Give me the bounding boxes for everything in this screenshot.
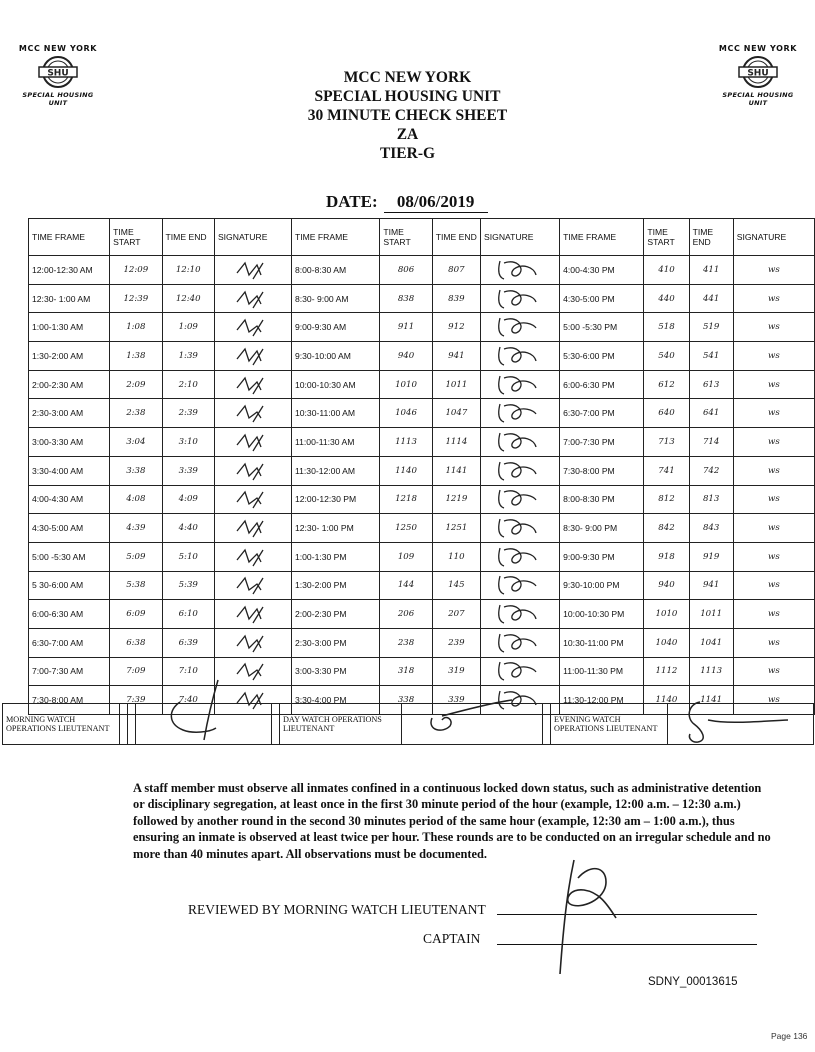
time-end-cell: 5:10 xyxy=(162,542,214,571)
initials-scrawl-icon xyxy=(490,630,550,654)
time-frame-cell: 10:30-11:00 PM xyxy=(560,628,644,657)
time-end-cell: 843 xyxy=(689,514,733,543)
signature-cell: ws xyxy=(733,284,814,313)
time-start-cell: 1:08 xyxy=(110,313,162,342)
document-id: SDNY_00013615 xyxy=(648,976,738,988)
signature-cell xyxy=(214,657,291,686)
column-header: SIGNATURE xyxy=(733,219,814,256)
signature-cell xyxy=(481,628,560,657)
time-frame-cell: 12:00-12:30 PM xyxy=(291,485,379,514)
signature-cell xyxy=(481,657,560,686)
table-row xyxy=(29,313,815,342)
time-frame-cell: 8:00-8:30 AM xyxy=(291,256,379,285)
initials-scrawl-icon xyxy=(223,429,283,453)
time-end-cell: 2:10 xyxy=(162,370,214,399)
page-number: Page 136 xyxy=(771,1031,808,1041)
signature-cell: ws xyxy=(733,657,814,686)
table-row xyxy=(29,600,815,629)
time-end-cell: 3:10 xyxy=(162,428,214,457)
time-start-cell: 812 xyxy=(644,485,689,514)
time-end-cell: 807 xyxy=(432,256,480,285)
time-frame-cell: 4:30-5:00 PM xyxy=(560,284,644,313)
time-end-cell: 912 xyxy=(432,313,480,342)
signature-cell xyxy=(214,542,291,571)
signature-cell: ws xyxy=(733,456,814,485)
handwritten-signature-icon xyxy=(138,692,268,732)
signature-cell xyxy=(214,600,291,629)
time-end-cell: 411 xyxy=(689,256,733,285)
signature-cell xyxy=(481,370,560,399)
time-start-cell: 842 xyxy=(644,514,689,543)
initials-scrawl-icon xyxy=(490,343,550,367)
time-frame-cell: 6:00-6:30 AM xyxy=(29,600,110,629)
time-end-cell: 1:39 xyxy=(162,342,214,371)
date-label: DATE: xyxy=(326,192,378,211)
time-start-cell: 1112 xyxy=(644,657,689,686)
signature-cell: ws xyxy=(733,514,814,543)
time-end-cell: 207 xyxy=(432,600,480,629)
signature-cell: ws xyxy=(733,485,814,514)
title-line: ZA xyxy=(396,126,419,143)
signature-cell xyxy=(481,399,560,428)
initials-scrawl-icon xyxy=(223,658,283,682)
initials-scrawl-icon xyxy=(490,572,550,596)
time-end-cell: 441 xyxy=(689,284,733,313)
time-start-cell: 12:39 xyxy=(110,284,162,313)
column-header: TIME START xyxy=(644,219,689,256)
initials-scrawl-icon xyxy=(223,343,283,367)
initials-scrawl-icon xyxy=(223,515,283,539)
initials-scrawl-icon xyxy=(490,458,550,482)
time-frame-cell: 9:00-9:30 AM xyxy=(291,313,379,342)
captain-label: CAPTAIN xyxy=(423,931,481,946)
divider xyxy=(120,704,128,745)
time-end-cell: 1041 xyxy=(689,628,733,657)
table-row xyxy=(29,542,815,571)
time-end-cell: 319 xyxy=(432,657,480,686)
table-row xyxy=(29,485,815,514)
signature-cell xyxy=(481,342,560,371)
time-frame-cell: 5:00 -5:30 AM xyxy=(29,542,110,571)
signature-cell xyxy=(214,485,291,514)
signature-cell: ws xyxy=(733,399,814,428)
time-frame-cell: 11:00-11:30 AM xyxy=(291,428,379,457)
table-row xyxy=(29,256,815,285)
time-frame-cell: 2:00-2:30 PM xyxy=(291,600,379,629)
table-row xyxy=(29,571,815,600)
initials-scrawl-icon xyxy=(490,658,550,682)
time-start-cell: 6:38 xyxy=(110,628,162,657)
table-row xyxy=(29,399,815,428)
time-start-cell: 940 xyxy=(380,342,432,371)
time-start-cell: 410 xyxy=(644,256,689,285)
time-end-cell: 1114 xyxy=(432,428,480,457)
time-start-cell: 144 xyxy=(380,571,432,600)
time-end-cell: 145 xyxy=(432,571,480,600)
signature-cell: ws xyxy=(733,542,814,571)
time-start-cell: 1046 xyxy=(380,399,432,428)
initials-scrawl-icon xyxy=(223,286,283,310)
signature-cell: ws xyxy=(733,313,814,342)
divider xyxy=(272,704,280,745)
logo-emblem-text: SHU xyxy=(47,68,69,79)
time-start-cell: 12:09 xyxy=(110,256,162,285)
time-start-cell: 806 xyxy=(380,256,432,285)
signature-cell xyxy=(214,342,291,371)
initials-scrawl-icon xyxy=(490,601,550,625)
time-frame-cell: 11:00-11:30 PM xyxy=(560,657,644,686)
time-end-cell: 12:10 xyxy=(162,256,214,285)
table-row xyxy=(29,370,815,399)
logo-top-text: MCC NEW YORK xyxy=(718,44,798,53)
time-frame-cell: 5:00 -5:30 PM xyxy=(560,313,644,342)
time-frame-cell: 2:30-3:00 PM xyxy=(291,628,379,657)
column-header: SIGNATURE xyxy=(481,219,560,256)
date-row xyxy=(326,192,488,213)
divider xyxy=(128,704,136,745)
time-frame-cell: 2:30-3:00 AM xyxy=(29,399,110,428)
time-end-cell: 941 xyxy=(689,571,733,600)
time-end-cell: 4:09 xyxy=(162,485,214,514)
time-end-cell: 7:40 xyxy=(162,686,214,715)
signature-cell xyxy=(481,542,560,571)
signature-cell xyxy=(214,571,291,600)
initials-scrawl-icon xyxy=(490,515,550,539)
time-frame-cell: 7:30-8:00 AM xyxy=(29,686,110,715)
time-frame-cell: 3:00-3:30 AM xyxy=(29,428,110,457)
time-start-cell: 1:38 xyxy=(110,342,162,371)
time-start-cell: 440 xyxy=(644,284,689,313)
table-row xyxy=(29,342,815,371)
signature-cell xyxy=(481,514,560,543)
signature-cell: ws xyxy=(733,342,814,371)
time-frame-cell: 8:30- 9:00 AM xyxy=(291,284,379,313)
morning-watch-label: MORNING WATCH OPERATIONS LIEUTENANT xyxy=(3,704,120,745)
column-header: TIME FRAME xyxy=(29,219,110,256)
initials-scrawl-icon xyxy=(223,601,283,625)
time-start-cell: 1010 xyxy=(380,370,432,399)
time-frame-cell: 1:00-1:30 PM xyxy=(291,542,379,571)
handwritten-signature-icon xyxy=(402,696,542,736)
signature-cell: ws xyxy=(733,686,814,715)
time-end-cell: 12:40 xyxy=(162,284,214,313)
time-frame-cell: 6:30-7:00 AM xyxy=(29,628,110,657)
time-start-cell: 1113 xyxy=(380,428,432,457)
time-start-cell: 838 xyxy=(380,284,432,313)
initials-scrawl-icon xyxy=(223,458,283,482)
time-frame-cell: 1:00-1:30 AM xyxy=(29,313,110,342)
table-row xyxy=(29,456,815,485)
time-end-cell: 1219 xyxy=(432,485,480,514)
signature-cell xyxy=(214,399,291,428)
time-end-cell: 239 xyxy=(432,628,480,657)
title-line: 30 MINUTE CHECK SHEET xyxy=(307,107,508,124)
time-start-cell: 4:39 xyxy=(110,514,162,543)
column-header: TIME START xyxy=(110,219,162,256)
time-frame-cell: 4:00-4:30 AM xyxy=(29,485,110,514)
time-start-cell: 3:04 xyxy=(110,428,162,457)
time-frame-cell: 10:00-10:30 PM xyxy=(560,600,644,629)
time-end-cell: 1141 xyxy=(432,456,480,485)
signature-cell: ws xyxy=(733,428,814,457)
time-frame-cell: 4:30-5:00 AM xyxy=(29,514,110,543)
signature-cell xyxy=(214,428,291,457)
time-start-cell: 2:09 xyxy=(110,370,162,399)
column-header: TIME FRAME xyxy=(560,219,644,256)
time-start-cell: 4:08 xyxy=(110,485,162,514)
table-row xyxy=(29,657,815,686)
time-end-cell: 3:39 xyxy=(162,456,214,485)
time-frame-cell: 6:30-7:00 PM xyxy=(560,399,644,428)
time-end-cell: 641 xyxy=(689,399,733,428)
initials-scrawl-icon xyxy=(490,286,550,310)
reviewed-signature-line xyxy=(497,914,757,915)
time-start-cell: 612 xyxy=(644,370,689,399)
signature-cell xyxy=(214,256,291,285)
captain-signature-line xyxy=(497,944,757,945)
time-start-cell: 3:38 xyxy=(110,456,162,485)
time-end-cell: 7:10 xyxy=(162,657,214,686)
time-frame-cell: 9:30-10:00 PM xyxy=(560,571,644,600)
initials-scrawl-icon xyxy=(223,400,283,424)
time-end-cell: 519 xyxy=(689,313,733,342)
initials-scrawl-icon xyxy=(490,429,550,453)
signature-cell: ws xyxy=(733,256,814,285)
time-end-cell: 5:39 xyxy=(162,571,214,600)
time-start-cell: 318 xyxy=(380,657,432,686)
reviewer-initials-icon xyxy=(540,858,620,978)
time-end-cell: 1251 xyxy=(432,514,480,543)
time-start-cell: 5:38 xyxy=(110,571,162,600)
initials-scrawl-icon xyxy=(223,572,283,596)
signature-cell: ws xyxy=(733,628,814,657)
time-end-cell: 1011 xyxy=(689,600,733,629)
evening-watch-signature xyxy=(668,704,814,745)
time-start-cell: 1250 xyxy=(380,514,432,543)
time-frame-cell: 5 30-6:00 AM xyxy=(29,571,110,600)
time-start-cell: 940 xyxy=(644,571,689,600)
title-line: MCC NEW YORK xyxy=(343,69,472,86)
check-table xyxy=(28,218,815,715)
time-start-cell: 713 xyxy=(644,428,689,457)
time-end-cell: 4:40 xyxy=(162,514,214,543)
time-start-cell: 238 xyxy=(380,628,432,657)
signature-cell xyxy=(214,456,291,485)
column-header: TIME END xyxy=(432,219,480,256)
time-start-cell: 109 xyxy=(380,542,432,571)
initials-scrawl-icon xyxy=(490,372,550,396)
time-end-cell: 339 xyxy=(432,686,480,715)
initials-scrawl-icon xyxy=(223,372,283,396)
time-frame-cell: 12:30- 1:00 PM xyxy=(291,514,379,543)
signature-cell xyxy=(214,370,291,399)
time-start-cell: 7:09 xyxy=(110,657,162,686)
time-end-cell: 6:10 xyxy=(162,600,214,629)
time-end-cell: 1047 xyxy=(432,399,480,428)
time-start-cell: 7:39 xyxy=(110,686,162,715)
time-start-cell: 5:09 xyxy=(110,542,162,571)
logo-bottom-text: SPECIAL HOUSING UNIT xyxy=(722,91,794,107)
time-frame-cell: 5:30-6:00 PM xyxy=(560,342,644,371)
initials-scrawl-icon xyxy=(223,486,283,510)
time-frame-cell: 9:00-9:30 PM xyxy=(560,542,644,571)
table-row xyxy=(29,428,815,457)
time-frame-cell: 3:00-3:30 PM xyxy=(291,657,379,686)
table-row xyxy=(29,514,815,543)
time-frame-cell: 12:00-12:30 AM xyxy=(29,256,110,285)
time-end-cell: 1113 xyxy=(689,657,733,686)
time-start-cell: 918 xyxy=(644,542,689,571)
morning-watch-signature xyxy=(136,704,272,745)
divider xyxy=(543,704,551,745)
initials-scrawl-icon xyxy=(223,544,283,568)
time-frame-cell: 10:30-11:00 AM xyxy=(291,399,379,428)
signature-cell xyxy=(214,284,291,313)
logo-top-text: MCC NEW YORK xyxy=(18,44,98,53)
table-header-row xyxy=(29,219,815,256)
signature-cell xyxy=(481,256,560,285)
column-header: TIME FRAME xyxy=(291,219,379,256)
time-start-cell: 1140 xyxy=(644,686,689,715)
column-header: TIME END xyxy=(162,219,214,256)
column-header: SIGNATURE xyxy=(214,219,291,256)
logo-emblem-text: SHU xyxy=(747,68,769,79)
document-title xyxy=(0,68,815,163)
time-start-cell: 206 xyxy=(380,600,432,629)
time-start-cell: 911 xyxy=(380,313,432,342)
signature-cell xyxy=(481,313,560,342)
initials-scrawl-icon xyxy=(223,257,283,281)
time-frame-cell: 4:00-4:30 PM xyxy=(560,256,644,285)
initials-scrawl-icon xyxy=(490,544,550,568)
time-start-cell: 1010 xyxy=(644,600,689,629)
time-start-cell: 540 xyxy=(644,342,689,371)
day-watch-label: DAY WATCH OPERATIONS LIEUTENANT xyxy=(280,704,402,745)
lieutenant-signoff xyxy=(2,703,814,745)
signature-cell: ws xyxy=(733,600,814,629)
time-end-cell: 541 xyxy=(689,342,733,371)
time-end-cell: 1:09 xyxy=(162,313,214,342)
signature-cell xyxy=(481,284,560,313)
signature-cell xyxy=(481,600,560,629)
time-start-cell: 518 xyxy=(644,313,689,342)
column-header: TIME END xyxy=(689,219,733,256)
time-end-cell: 1141 xyxy=(689,686,733,715)
time-end-cell: 714 xyxy=(689,428,733,457)
date-value: 08/06/2019 xyxy=(384,192,488,213)
time-frame-cell: 10:00-10:30 AM xyxy=(291,370,379,399)
signature-cell xyxy=(481,485,560,514)
time-end-cell: 813 xyxy=(689,485,733,514)
signature-cell: ws xyxy=(733,571,814,600)
time-start-cell: 1140 xyxy=(380,456,432,485)
time-frame-cell: 3:30-4:00 PM xyxy=(291,686,379,715)
column-header: TIME START xyxy=(380,219,432,256)
time-end-cell: 110 xyxy=(432,542,480,571)
handwritten-signature-icon xyxy=(668,698,808,744)
time-start-cell: 741 xyxy=(644,456,689,485)
day-watch-signature xyxy=(402,704,543,745)
time-start-cell: 6:09 xyxy=(110,600,162,629)
time-end-cell: 839 xyxy=(432,284,480,313)
time-frame-cell: 6:00-6:30 PM xyxy=(560,370,644,399)
time-frame-cell: 11:30-12:00 PM xyxy=(560,686,644,715)
time-frame-cell: 1:30-2:00 AM xyxy=(29,342,110,371)
signature-cell xyxy=(214,313,291,342)
evening-watch-label: EVENING WATCH OPERATIONS LIEUTENANT xyxy=(551,704,668,745)
time-frame-cell: 3:30-4:00 AM xyxy=(29,456,110,485)
logo-bottom-text: SPECIAL HOUSING UNIT xyxy=(22,91,94,107)
time-frame-cell: 7:00-7:30 PM xyxy=(560,428,644,457)
time-frame-cell: 8:00-8:30 PM xyxy=(560,485,644,514)
time-end-cell: 919 xyxy=(689,542,733,571)
time-frame-cell: 1:30-2:00 PM xyxy=(291,571,379,600)
time-frame-cell: 2:00-2:30 AM xyxy=(29,370,110,399)
time-end-cell: 1011 xyxy=(432,370,480,399)
time-start-cell: 2:38 xyxy=(110,399,162,428)
signature-cell xyxy=(214,514,291,543)
signature-cell xyxy=(481,456,560,485)
time-end-cell: 742 xyxy=(689,456,733,485)
time-frame-cell: 12:30- 1:00 AM xyxy=(29,284,110,313)
time-frame-cell: 11:30-12:00 AM xyxy=(291,456,379,485)
initials-scrawl-icon xyxy=(223,314,283,338)
time-end-cell: 941 xyxy=(432,342,480,371)
policy-paragraph: A staff member must observe all inmates confined in a continuous locked down status, such as administrative detention or disciplinary segregation, at least once in the first 30 minute period of the hour (example, 12:00 a.m. – 12:30 a.m.) followed by another round in the second 30 minutes period of the same hour (example, 12:30 am – 1:00 a.m.), thus ensuring an inmate is observed at least twice per hour. These rounds are to be conducted on an irregular schedule and no more than 40 minutes apart. All observations must be documented. xyxy=(133,781,771,861)
title-line: SPECIAL HOUSING UNIT xyxy=(314,88,501,105)
time-end-cell: 613 xyxy=(689,370,733,399)
time-frame-cell: 7:30-8:00 PM xyxy=(560,456,644,485)
time-end-cell: 2:39 xyxy=(162,399,214,428)
time-start-cell: 338 xyxy=(380,686,432,715)
time-frame-cell: 9:30-10:00 AM xyxy=(291,342,379,371)
table-row xyxy=(29,284,815,313)
initials-scrawl-icon xyxy=(490,400,550,424)
check-table-body xyxy=(29,256,815,715)
signature-cell xyxy=(481,571,560,600)
time-start-cell: 1040 xyxy=(644,628,689,657)
table-row xyxy=(29,628,815,657)
time-end-cell: 6:39 xyxy=(162,628,214,657)
reviewed-by-label: REVIEWED BY MORNING WATCH LIEUTENANT xyxy=(188,902,486,917)
initials-scrawl-icon xyxy=(490,314,550,338)
signature-cell xyxy=(214,628,291,657)
initials-scrawl-icon xyxy=(490,257,550,281)
title-line: TIER-G xyxy=(379,145,436,162)
signature-cell: ws xyxy=(733,370,814,399)
initials-scrawl-icon xyxy=(223,630,283,654)
signature-cell xyxy=(481,428,560,457)
time-frame-cell: 8:30- 9:00 PM xyxy=(560,514,644,543)
initials-scrawl-icon xyxy=(490,486,550,510)
time-start-cell: 640 xyxy=(644,399,689,428)
time-start-cell: 1218 xyxy=(380,485,432,514)
time-frame-cell: 7:00-7:30 AM xyxy=(29,657,110,686)
